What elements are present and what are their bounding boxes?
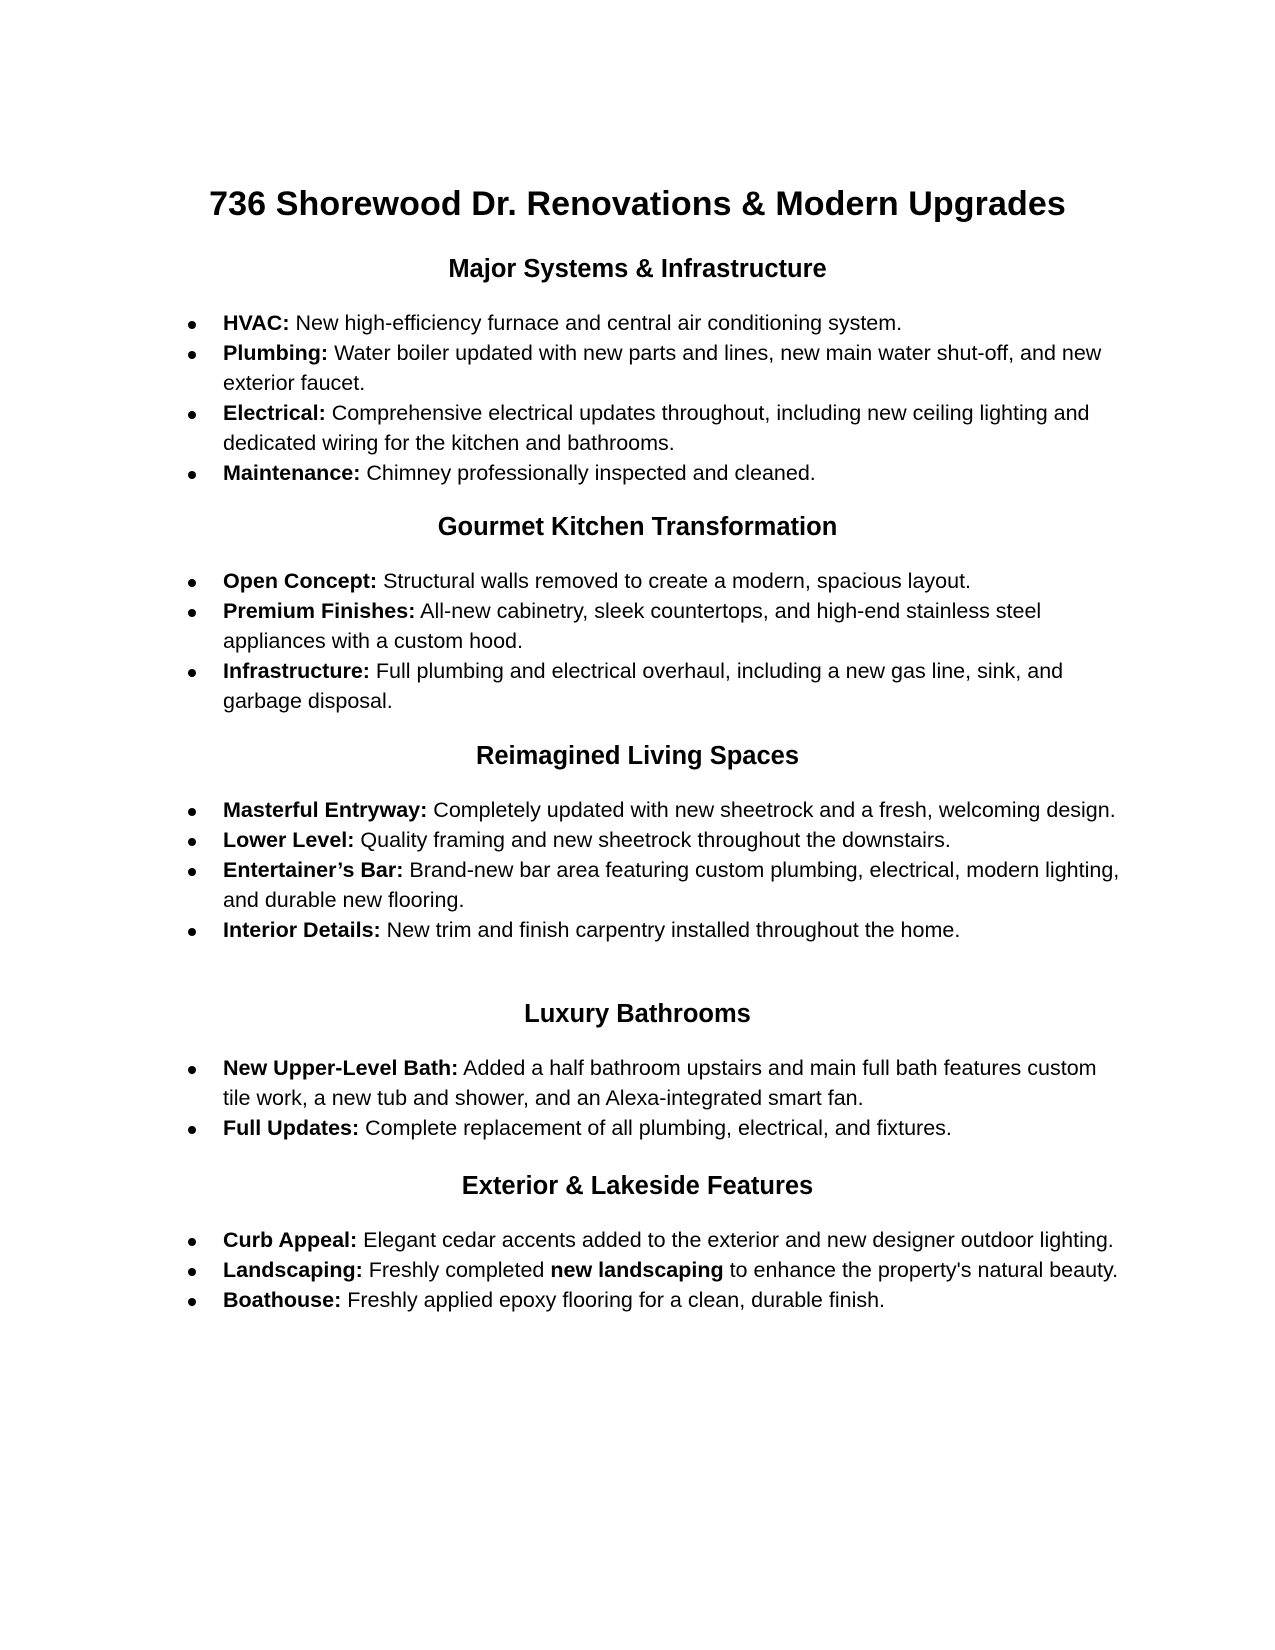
item-term: Landscaping: xyxy=(223,1258,363,1282)
section-heading-kitchen: Gourmet Kitchen Transformation xyxy=(437,513,838,541)
bullet-icon xyxy=(188,609,196,617)
section-heading-bathrooms: Luxury Bathrooms xyxy=(524,1000,751,1028)
item-term: Entertainer’s Bar: xyxy=(223,858,404,882)
section-heading-living-spaces: Reimagined Living Spaces xyxy=(475,742,800,770)
bullet-icon xyxy=(188,868,196,876)
item-term: Infrastructure: xyxy=(223,659,370,683)
bullet-icon xyxy=(188,928,196,936)
list-item xyxy=(0,795,1275,825)
list-item xyxy=(0,338,1275,398)
list-item xyxy=(0,825,1275,855)
item-term: New Upper-Level Bath: xyxy=(223,1056,459,1080)
list-item xyxy=(0,1285,1275,1315)
item-text: Full plumbing and electrical overhaul, including a new gas line, sink, and garbage disposal. xyxy=(223,659,1064,713)
item-term: Full Updates: xyxy=(223,1116,360,1140)
bullet-icon xyxy=(188,351,196,359)
item-text: Chimney professionally inspected and cleaned. xyxy=(360,461,816,485)
item-term: Maintenance: xyxy=(223,461,361,485)
item-text: Quality framing and new sheetrock throughout the downstairs. xyxy=(354,828,951,852)
list-item xyxy=(0,915,1275,945)
item-text: Elegant cedar accents added to the exterior and new designer outdoor lighting. xyxy=(357,1228,1114,1252)
bullet-icon xyxy=(188,808,196,816)
bullet-icon xyxy=(188,411,196,419)
section-list-major-systems xyxy=(0,308,1275,488)
item-term: Electrical: xyxy=(223,401,326,425)
item-term: Lower Level: xyxy=(223,828,355,852)
item-text: New trim and finish carpentry installed throughout the home. xyxy=(380,918,961,942)
list-item xyxy=(0,596,1275,656)
item-term: Masterful Entryway: xyxy=(223,798,428,822)
list-item xyxy=(0,656,1275,716)
document-title: 736 Shorewood Dr. Renovations & Modern Upgrades xyxy=(209,185,1066,223)
bullet-icon xyxy=(188,669,196,677)
item-text: Added a half bathroom upstairs and main full bath features custom tile work, a new tub and shower, and an Alexa-integrated smart fan. xyxy=(223,1056,1097,1110)
item-text: Comprehensive electrical updates throughout, including new ceiling lighting and dedicated wiring for the kitchen and bathrooms. xyxy=(223,401,1090,455)
item-term: HVAC: xyxy=(223,311,290,335)
list-item xyxy=(0,1113,1275,1143)
section-list-kitchen xyxy=(0,566,1275,716)
bullet-icon xyxy=(188,1268,196,1276)
list-item xyxy=(0,1255,1275,1285)
bullet-icon xyxy=(188,1298,196,1306)
item-term: Curb Appeal: xyxy=(223,1228,358,1252)
section-heading-exterior: Exterior & Lakeside Features xyxy=(461,1172,814,1200)
bullet-icon xyxy=(188,579,196,587)
item-text: New high-efficiency furnace and central air conditioning system. xyxy=(289,311,903,335)
list-item xyxy=(0,566,1275,596)
item-text: Structural walls removed to create a modern, spacious layout. xyxy=(377,569,972,593)
item-term: Premium Finishes: xyxy=(223,599,416,623)
list-item xyxy=(0,855,1275,915)
list-item xyxy=(0,398,1275,458)
item-text: Freshly applied epoxy flooring for a clean, durable finish. xyxy=(341,1288,886,1312)
bullet-icon xyxy=(188,321,196,329)
item-text: Complete replacement of all plumbing, electrical, and fixtures. xyxy=(359,1116,952,1140)
item-emphasis: new landscaping xyxy=(550,1258,724,1282)
item-text: Brand-new bar area featuring custom plumbing, electrical, modern lighting, and durable new flooring. xyxy=(223,858,1120,912)
bullet-icon xyxy=(188,471,196,479)
item-text: Completely updated with new sheetrock and a fresh, welcoming design. xyxy=(427,798,1116,822)
item-text: to enhance the property's natural beauty. xyxy=(723,1258,1119,1282)
section-list-living-spaces xyxy=(0,795,1275,945)
bullet-icon xyxy=(188,1066,196,1074)
section-heading-major-systems: Major Systems & Infrastructure xyxy=(448,255,827,283)
list-item xyxy=(0,1053,1275,1113)
list-item xyxy=(0,458,1275,488)
bullet-icon xyxy=(188,838,196,846)
item-text: All-new cabinetry, sleek countertops, and high-end stainless steel appliances with a custom hood. xyxy=(223,599,1042,653)
bullet-icon xyxy=(188,1238,196,1246)
item-term: Interior Details: xyxy=(223,918,381,942)
section-list-bathrooms xyxy=(0,1053,1275,1143)
list-item xyxy=(0,1225,1275,1255)
list-item xyxy=(0,308,1275,338)
item-term: Plumbing: xyxy=(223,341,329,365)
item-text: Water boiler updated with new parts and lines, new main water shut-off, and new exterior faucet. xyxy=(223,341,1102,395)
item-text: Freshly completed xyxy=(362,1258,551,1282)
section-list-exterior xyxy=(0,1225,1275,1315)
bullet-icon xyxy=(188,1126,196,1134)
item-term: Open Concept: xyxy=(223,569,378,593)
item-term: Boathouse: xyxy=(223,1288,342,1312)
